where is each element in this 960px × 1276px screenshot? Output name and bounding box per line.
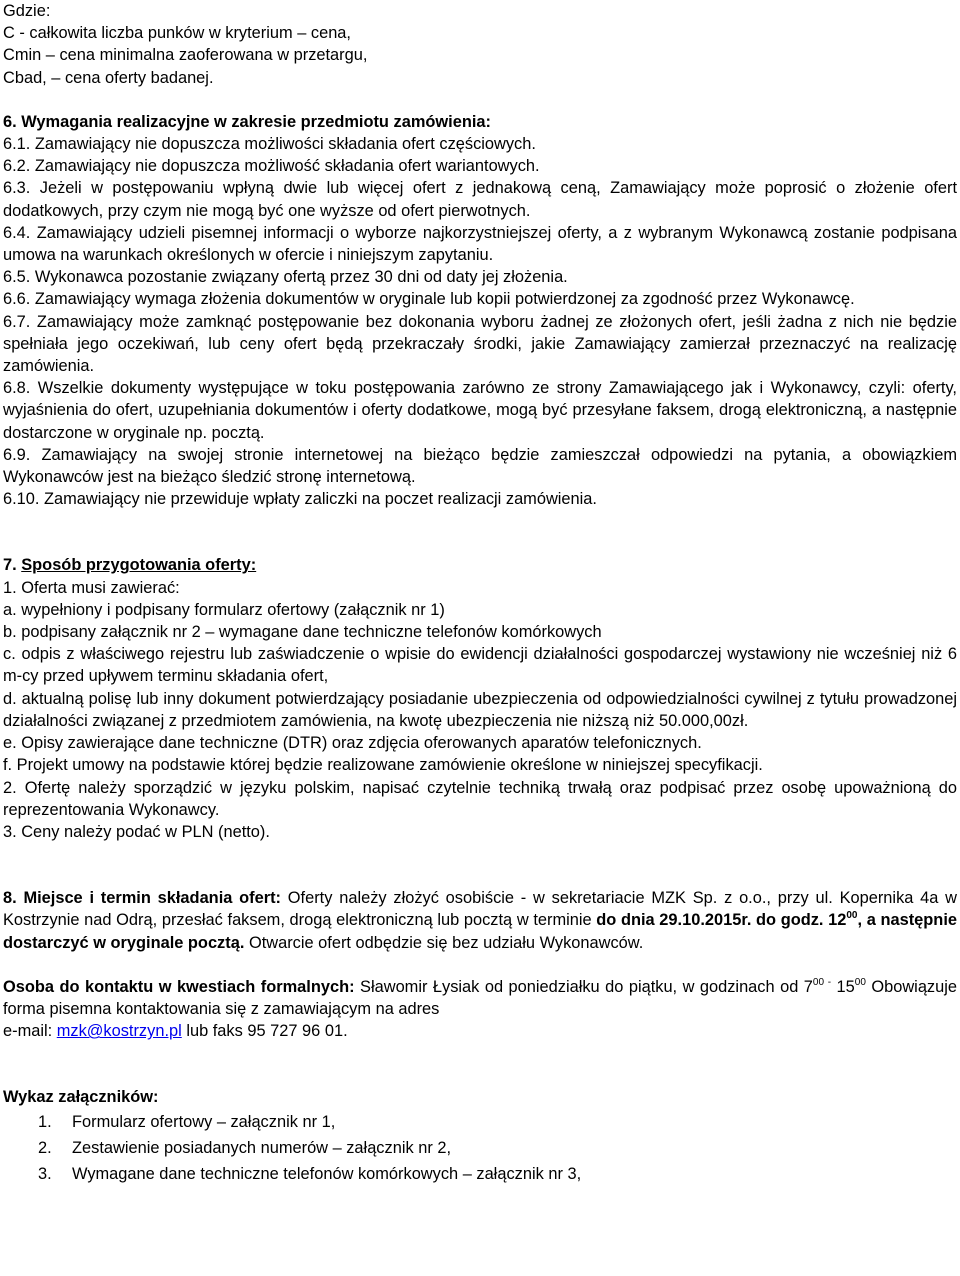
attachment-number: 3. — [38, 1164, 52, 1183]
hours-start-sup: 00 - — [812, 976, 832, 988]
attachment-item — [3, 1135, 957, 1161]
spacer — [3, 89, 957, 111]
section-7-subitem-f: f. Projekt umowy na podstawie której będzie realizowane zamówienie określone w niniejszej specyfikacji. — [3, 756, 763, 775]
contact-text-2: 15 — [831, 977, 855, 996]
spacer — [3, 510, 957, 554]
legend-cbad: Cbad, – cena oferty badanej. — [3, 68, 214, 87]
section-6-item-10: 6.10. Zamawiający nie przewiduje wpłaty zaliczki na poczet realizacji zamówienia. — [3, 490, 597, 509]
attachment-text: Wymagane dane techniczne telefonów komórkowych – załącznik nr 3, — [72, 1164, 582, 1183]
section-7-point-3: 3. Ceny należy podać w PLN (netto). — [3, 822, 270, 841]
contact-text: Sławomir Łysiak od poniedziałku do piątku, w godzinach od 7 — [354, 977, 813, 996]
attachment-number: 2. — [38, 1138, 52, 1157]
attachment-text: Formularz ofertowy – załącznik nr 1, — [72, 1112, 336, 1131]
section-7-point-1: 1. Oferta musi zawierać: — [3, 578, 180, 597]
deadline-date: do dnia 29.10.2015r. do godz. 12 — [596, 911, 847, 930]
section-8-text: Oferty należy złożyć osobiście - w sekretariacie MZK Sp. z o.o., przy ul. Kopernika 4a w Kostrzynie nad Odrą, przesłać faksem, drogą elektroniczną lub pocztą w terminie — [3, 889, 958, 930]
fax-text: lub faks 95 727 96 01. — [181, 1022, 348, 1041]
section-7-subitem-d: d. aktualną polisę lub inny dokument potwierdzający posiadanie ubezpieczenia od odpowiedzialności cywilnej z tytułu prowadzonej działalności związanej z przedmiotem zamówienia, na kwotę ubezpieczenia nie niższą niż 50.000,00zł. — [3, 689, 957, 730]
legend-cmin: Cmin – cena minimalna zaoferowana w przetargu, — [3, 46, 368, 65]
section-6-item-1: 6.1. Zamawiający nie dopuszcza możliwości składania ofert częściowych. — [3, 135, 536, 154]
legend-c: C - całkowita liczba punków w kryterium – cena, — [3, 24, 351, 43]
contact-heading: Osoba do kontaktu w kwestiach formalnych: — [3, 977, 355, 996]
section-7-point-2: 2. Ofertę należy sporządzić w języku polskim, napisać czytelnie techniką trwałą oraz podpisać przez osobę upoważnioną do reprezentowania Wykonawcy. — [3, 778, 957, 819]
section-6-item-6: 6.6. Zamawiający wymaga złożenia dokumentów w oryginale lub kopii potwierdzonej za zgodność przez Wykonawcę. — [3, 290, 855, 309]
section-7-subitem-b: b. podpisany załącznik nr 2 – wymagane dane techniczne telefonów komórkowych — [3, 623, 602, 642]
section-6-item-3: 6.3. Jeżeli w postępowaniu wpłyną dwie lub więcej ofert z jednakową ceną, Zamawiający może poprosić o złożenie ofert dodatkowych, przy czym nie mogą być one wyższe od ofert pierwotnych. — [3, 179, 957, 220]
section-7-number: 7. — [3, 556, 22, 575]
section-6-item-2: 6.2. Zamawiający nie dopuszcza możliwość składania ofert wariantowych. — [3, 157, 540, 176]
spacer — [3, 1042, 957, 1086]
section-6-item-8: 6.8. Wszelkie dokumenty występujące w toku postępowania zarówno ze strony Zamawiającego jak i Wykonawcy, czyli: oferty, wyjaśnienia do ofert, uzupełniania dokumentów i oferty dodatkowe, mogą być przesyłane faksem, drogą elektroniczną, a następnie dostarczone w oryginale np. pocztą. — [3, 379, 957, 442]
section-6-heading: 6. Wymagania realizacyjne w zakresie przedmiotu zamówienia: — [3, 112, 491, 131]
contact-email-line — [3, 1020, 957, 1042]
section-8-paragraph — [3, 887, 957, 954]
attachment-item — [3, 1161, 957, 1187]
section-7-subitem-c: c. odpis z właściwego rejestru lub zaświadczenie o wpisie do ewidencji działalności gospodarczej wystawiony nie wcześniej niż 6 m-cy przed upływem terminu składania ofert, — [3, 645, 957, 686]
spacer — [3, 954, 957, 976]
section-6-item-5: 6.5. Wykonawca pozostanie związany ofertą przez 30 dni od daty jej złożenia. — [3, 268, 568, 287]
spacer — [3, 843, 957, 887]
attachment-text: Zestawienie posiadanych numerów – załącznik nr 2, — [72, 1138, 452, 1157]
hours-end-sup: 00 — [854, 976, 866, 988]
section-7-subitem-a: a. wypełniony i podpisany formularz ofertowy (załącznik nr 1) — [3, 600, 445, 619]
attachments-list — [3, 1109, 957, 1187]
section-7-title: Sposób przygotowania oferty: — [21, 556, 257, 575]
email-link[interactable]: mzk@kostrzyn.pl — [56, 1022, 182, 1041]
section-8-text-2: Otwarcie ofert odbędzie się bez udziału Wykonawców. — [244, 933, 644, 952]
email-label: e-mail: — [3, 1022, 57, 1041]
legend-where: Gdzie: — [3, 2, 51, 20]
contact-paragraph — [3, 976, 957, 1020]
section-6-item-4: 6.4. Zamawiający udzieli pisemnej informacji o wyborze najkorzystniejszej oferty, a z wybranym Wykonawcą zostanie podpisana umowa na warunkach określonych w ofercie i niniejszym zapytaniu. — [3, 223, 957, 265]
section-8-heading: 8. Miejsce i termin składania ofert: — [3, 889, 282, 908]
section-7-heading — [3, 554, 957, 576]
attachment-item — [3, 1109, 957, 1135]
contact-text-3: Obowiązuje forma pisemna kontaktowania się z zamawiającym na adres — [3, 977, 958, 1018]
section-6-item-7: 6.7. Zamawiający może zamknąć postępowanie bez dokonania wyboru żadnej ze złożonych ofert, jeśli żadna z nich nie będzie spełniała jego oczekiwań, lub ceny ofert będą przekraczały środki, jakie Zamawiający zamierzał przeznaczyć na realizację zamówienia. — [3, 312, 957, 376]
attachment-number: 1. — [38, 1112, 52, 1131]
deadline-tail: , a następnie dostarczyć w oryginale pocztą. — [3, 911, 957, 952]
attachments-heading: Wykaz załączników: — [3, 1088, 159, 1107]
deadline-minutes: 00 — [846, 910, 858, 922]
section-7-subitem-e: e. Opisy zawierające dane techniczne (DTR) oraz zdjęcia oferowanych aparatów telefonicznych. — [3, 734, 702, 753]
section-6-item-9: 6.9. Zamawiający na swojej stronie internetowej na bieżąco będzie zamieszczał odpowiedzi na pytania, a obowiązkiem Wykonawców jest na bieżąco śledzić stronę internetową. — [3, 445, 957, 487]
